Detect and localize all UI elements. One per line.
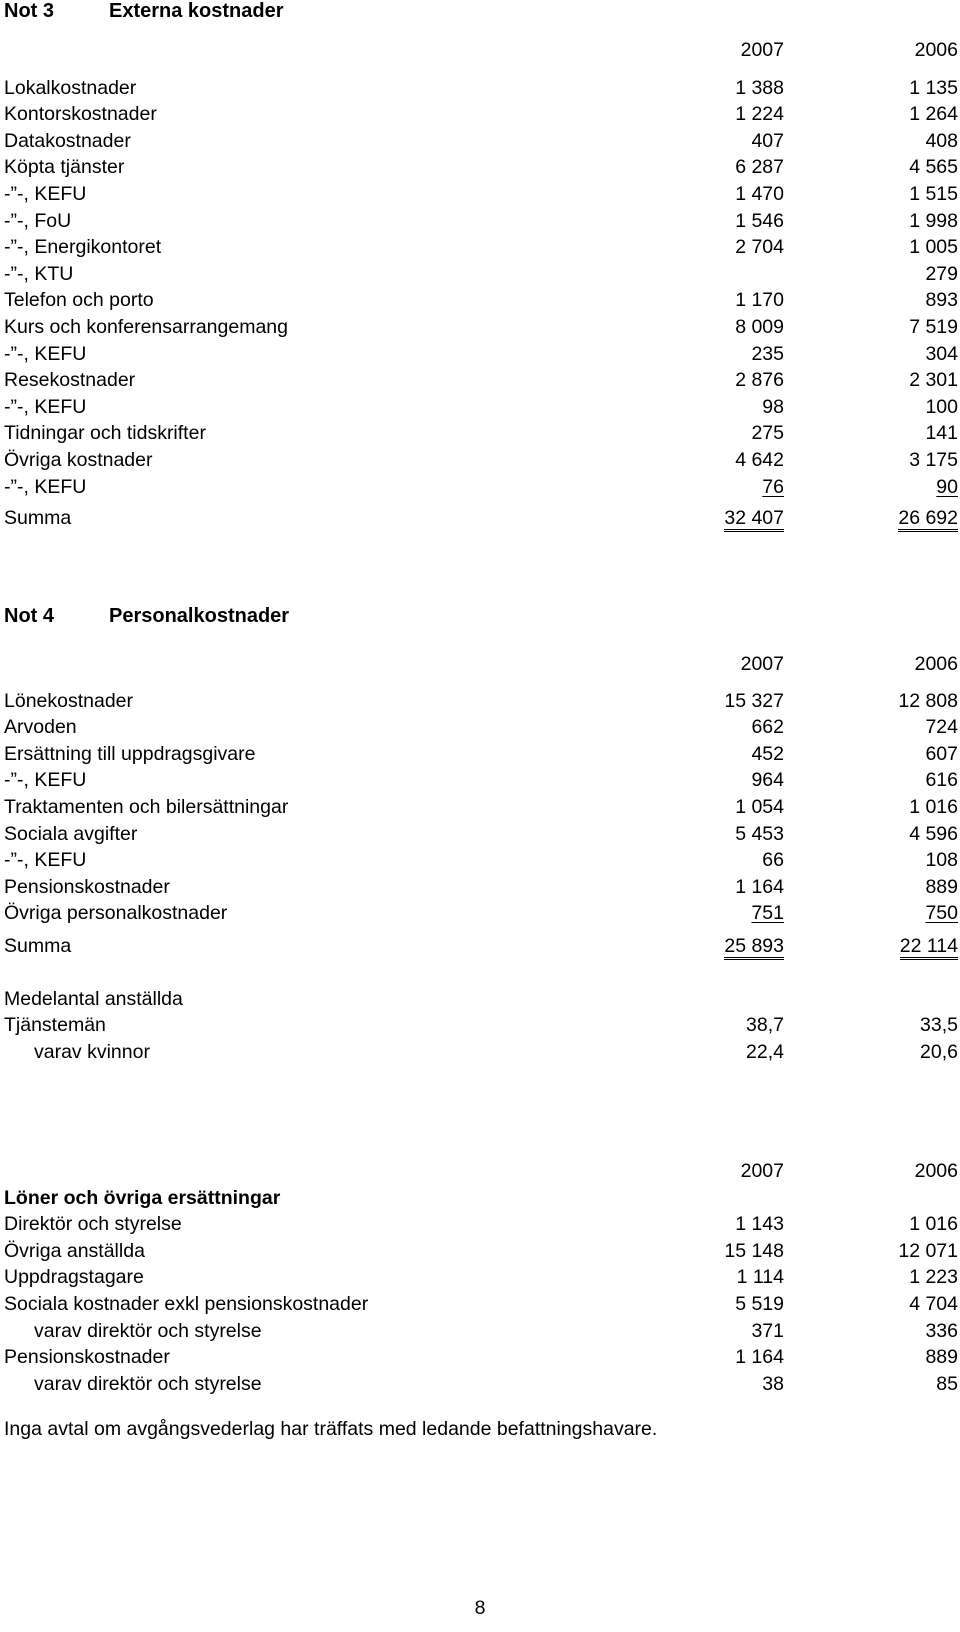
value-2006: 336 bbox=[925, 1319, 958, 1342]
row-label: -”-, KEFU bbox=[4, 475, 87, 498]
table-row bbox=[4, 128, 958, 155]
row-label: Kontorskostnader bbox=[4, 103, 157, 126]
table-row bbox=[4, 688, 958, 715]
table-row bbox=[4, 341, 958, 368]
value-2007: 38 bbox=[762, 1372, 784, 1395]
row-label: Ersättning till uppdragsgivare bbox=[4, 742, 256, 765]
value-2006: 4 596 bbox=[909, 822, 958, 845]
value-2007: 1 470 bbox=[735, 182, 784, 205]
value-2006: 1 998 bbox=[909, 209, 958, 232]
row-label: -”-, FoU bbox=[4, 209, 72, 232]
value-2007: 4 642 bbox=[735, 448, 784, 471]
note-3-sum-row bbox=[4, 505, 958, 532]
table-row bbox=[4, 794, 958, 821]
row-label: Sociala kostnader exkl pensionskostnader bbox=[4, 1292, 369, 1315]
value-2006: 108 bbox=[925, 849, 958, 872]
value-2007: 2 876 bbox=[735, 369, 784, 392]
value-2006: 100 bbox=[925, 395, 958, 418]
value-2006: 1 016 bbox=[909, 795, 958, 818]
row-label: -”-, KTU bbox=[4, 262, 74, 285]
value-2007: 1 170 bbox=[735, 289, 784, 312]
note-4-sum-row bbox=[4, 933, 958, 960]
table-row bbox=[4, 314, 958, 341]
table-row bbox=[4, 394, 958, 421]
value-2006: 1 005 bbox=[909, 236, 958, 259]
sum-2007: 32 407 bbox=[724, 507, 784, 532]
value-2007: 1 164 bbox=[735, 1346, 784, 1369]
salaries-table bbox=[4, 1211, 958, 1397]
value-2006: 4 704 bbox=[909, 1292, 958, 1315]
table-row bbox=[4, 154, 958, 181]
table-row bbox=[4, 447, 958, 474]
table-row bbox=[4, 1318, 958, 1345]
value-2006: 20,6 bbox=[920, 1040, 958, 1063]
value-2007: 407 bbox=[751, 129, 784, 152]
value-2007: 371 bbox=[751, 1319, 784, 1342]
value-2007: 15 148 bbox=[724, 1239, 784, 1262]
row-label: varav kvinnor bbox=[34, 1040, 150, 1063]
value-2007: 452 bbox=[751, 742, 784, 765]
value-2006: 3 175 bbox=[909, 448, 958, 471]
year-2006-header: 2006 bbox=[914, 1160, 958, 1182]
row-label: Övriga anställda bbox=[4, 1239, 145, 1262]
table-row bbox=[4, 714, 958, 741]
value-2007: 1 143 bbox=[735, 1213, 784, 1236]
table-row bbox=[4, 1012, 958, 1039]
sum-2007: 25 893 bbox=[724, 935, 784, 960]
value-2006: 607 bbox=[925, 742, 958, 765]
row-label: Pensionskostnader bbox=[4, 875, 170, 898]
row-label: varav direktör och styrelse bbox=[34, 1372, 262, 1395]
value-2006: 1 016 bbox=[909, 1213, 958, 1236]
row-label: Arvoden bbox=[4, 716, 77, 739]
row-label: Traktamenten och bilersättningar bbox=[4, 795, 289, 818]
value-2007: 22,4 bbox=[746, 1040, 784, 1063]
note-3-title: Externa kostnader bbox=[109, 0, 284, 22]
value-2007: 76 bbox=[762, 475, 784, 498]
row-label: Uppdragstagare bbox=[4, 1266, 144, 1289]
value-2007: 964 bbox=[751, 769, 784, 792]
row-label: Övriga personalkostnader bbox=[4, 902, 228, 925]
row-label: Pensionskostnader bbox=[4, 1346, 170, 1369]
value-2007: 275 bbox=[751, 422, 784, 445]
year-2006-header: 2006 bbox=[914, 653, 958, 675]
row-label: Sociala avgifter bbox=[4, 822, 138, 845]
row-label: Tjänstemän bbox=[4, 1014, 106, 1037]
note-3-year-header bbox=[4, 37, 958, 64]
value-2006: 33,5 bbox=[920, 1014, 958, 1037]
table-row bbox=[4, 234, 958, 261]
value-2006: 1 515 bbox=[909, 182, 958, 205]
table-row bbox=[4, 101, 958, 128]
table-row bbox=[4, 1238, 958, 1265]
value-2006: 7 519 bbox=[909, 315, 958, 338]
row-label: Direktör och styrelse bbox=[4, 1213, 182, 1236]
row-label: -”-, KEFU bbox=[4, 342, 87, 365]
note-3-heading bbox=[4, 0, 958, 30]
value-2007: 1 224 bbox=[735, 103, 784, 126]
row-label: Tidningar och tidskrifter bbox=[4, 422, 206, 445]
table-row bbox=[4, 75, 958, 102]
table-row bbox=[4, 847, 958, 874]
value-2006: 4 565 bbox=[909, 156, 958, 179]
value-2007: 1 114 bbox=[736, 1266, 784, 1289]
table-row bbox=[4, 1291, 958, 1318]
table-row bbox=[4, 1371, 958, 1398]
row-label: -”-, KEFU bbox=[4, 849, 87, 872]
value-2006: 12 808 bbox=[898, 689, 958, 712]
value-2006: 12 071 bbox=[898, 1239, 958, 1262]
table-row bbox=[4, 874, 958, 901]
value-2007: 98 bbox=[762, 395, 784, 418]
year-2007-header: 2007 bbox=[740, 39, 784, 61]
value-2006: 889 bbox=[925, 1346, 958, 1369]
row-label: Kurs och konferensarrangemang bbox=[4, 315, 288, 338]
value-2006: 141 bbox=[925, 422, 958, 445]
page-number: 8 bbox=[474, 1597, 486, 1619]
table-row bbox=[4, 261, 958, 288]
row-label: -”-, Energikontoret bbox=[4, 236, 162, 259]
value-2006: 616 bbox=[925, 769, 958, 792]
value-2006: 90 bbox=[936, 475, 958, 498]
sum-2006: 22 114 bbox=[900, 935, 958, 960]
value-2006: 1 264 bbox=[909, 103, 958, 126]
table-row bbox=[4, 767, 958, 794]
value-2007: 8 009 bbox=[735, 315, 784, 338]
table-row bbox=[4, 1039, 958, 1066]
value-2006: 2 301 bbox=[909, 369, 958, 392]
row-label: -”-, KEFU bbox=[4, 769, 87, 792]
row-label: Telefon och porto bbox=[4, 289, 154, 312]
table-row bbox=[4, 208, 958, 235]
value-2006: 408 bbox=[925, 129, 958, 152]
table-row bbox=[4, 474, 958, 501]
note-4-heading bbox=[4, 605, 958, 635]
note-4-title: Personalkostnader bbox=[109, 605, 290, 627]
row-label: varav direktör och styrelse bbox=[34, 1319, 262, 1342]
note-3-section bbox=[4, 0, 958, 532]
value-2006: 889 bbox=[925, 875, 958, 898]
row-label: Köpta tjänster bbox=[4, 156, 125, 179]
value-2007: 15 327 bbox=[724, 689, 784, 712]
note-3-table bbox=[4, 75, 958, 501]
note-4-year-header bbox=[4, 651, 958, 678]
table-row bbox=[4, 741, 958, 768]
value-2007: 6 287 bbox=[735, 156, 784, 179]
row-label: Lokalkostnader bbox=[4, 76, 137, 99]
table-row bbox=[4, 181, 958, 208]
table-row bbox=[4, 287, 958, 314]
row-label: Övriga kostnader bbox=[4, 448, 153, 471]
value-2007: 38,7 bbox=[746, 1014, 784, 1037]
salaries-section bbox=[4, 1158, 958, 1397]
year-2007-header: 2007 bbox=[740, 653, 784, 675]
table-row bbox=[4, 1344, 958, 1371]
value-2007: 1 388 bbox=[735, 76, 784, 99]
value-2006: 1 223 bbox=[909, 1266, 958, 1289]
row-label: Resekostnader bbox=[4, 369, 136, 392]
salaries-year-header bbox=[4, 1158, 958, 1185]
value-2006: 85 bbox=[936, 1372, 958, 1395]
note-3-number: Not 3 bbox=[4, 0, 54, 22]
table-row bbox=[4, 1211, 958, 1238]
value-2006: 893 bbox=[925, 289, 958, 312]
sum-label: Summa bbox=[4, 934, 72, 957]
value-2007: 662 bbox=[751, 716, 784, 739]
salaries-title: Löner och övriga ersättningar bbox=[4, 1186, 281, 1209]
value-2006: 304 bbox=[925, 342, 958, 365]
value-2007: 2 704 bbox=[735, 236, 784, 259]
sum-label: Summa bbox=[4, 507, 72, 530]
table-row bbox=[4, 821, 958, 848]
sum-2006: 26 692 bbox=[898, 507, 958, 532]
severance-note: Inga avtal om avgångsvederlag har träffats med ledande befattningshavare. bbox=[4, 1418, 658, 1440]
value-2006: 750 bbox=[925, 902, 958, 925]
row-label: Datakostnader bbox=[4, 129, 131, 152]
row-label: Lönekostnader bbox=[4, 689, 134, 712]
row-label: -”-, KEFU bbox=[4, 182, 87, 205]
value-2007: 5 453 bbox=[735, 822, 784, 845]
row-label: -”-, KEFU bbox=[4, 395, 87, 418]
value-2007: 1 546 bbox=[735, 209, 784, 232]
value-2007: 235 bbox=[751, 342, 784, 365]
value-2007: 66 bbox=[762, 849, 784, 872]
value-2006: 724 bbox=[925, 716, 958, 739]
note-4-number: Not 4 bbox=[4, 605, 54, 627]
note-4-section bbox=[4, 605, 958, 1065]
value-2006: 279 bbox=[925, 262, 958, 285]
year-2007-header: 2007 bbox=[740, 1160, 784, 1182]
value-2007: 5 519 bbox=[735, 1292, 784, 1315]
table-row bbox=[4, 420, 958, 447]
average-employees-table bbox=[4, 1012, 958, 1065]
table-row bbox=[4, 900, 958, 927]
value-2007: 751 bbox=[751, 902, 784, 925]
table-row bbox=[4, 367, 958, 394]
table-row bbox=[4, 1264, 958, 1291]
value-2006: 1 135 bbox=[909, 76, 958, 99]
value-2007: 1 054 bbox=[735, 795, 784, 818]
value-2007: 1 164 bbox=[735, 875, 784, 898]
average-employees-title: Medelantal anställda bbox=[4, 987, 183, 1010]
year-2006-header: 2006 bbox=[914, 39, 958, 61]
note-4-table bbox=[4, 688, 958, 927]
